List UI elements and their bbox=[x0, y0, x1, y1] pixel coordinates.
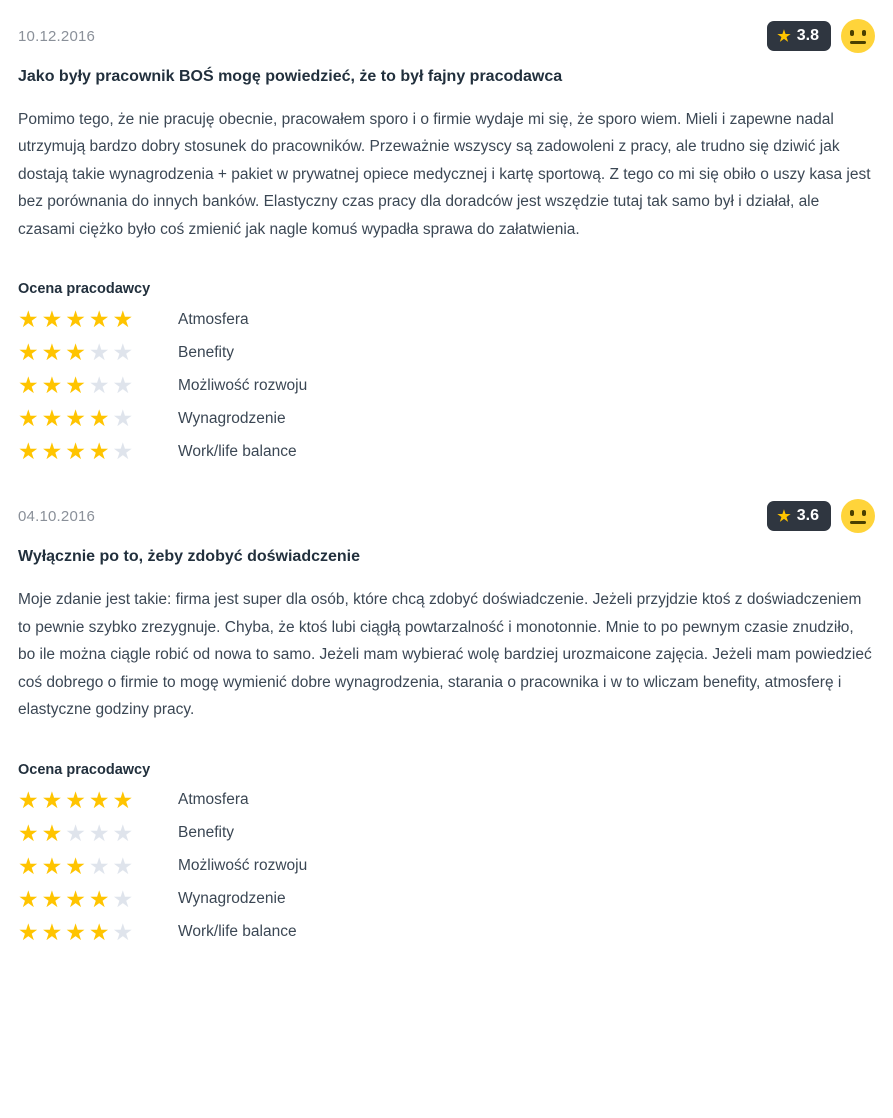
review-body: Pomimo tego, że nie pracuję obecnie, pracowałem sporo i o firmie wydaje mi się, że sporo wiem. Mieli i zapewne nadal utrzymują bardzo dobry stosunek do pracowników. Przeważnie wszyscy są zadowoleni z pracy, ale trudno się dziwić jak dostają takie wynagrodzenia + pakiet w prywatnej opiece medycznej i kartę sportową. Z tego co mi się obiło o uszy kasa jest bez porównania do innych banków. Elastyczny czas pracy dla doradców jest wszędzie tutaj tak samo był i działał, ale czasami ciężko było coś zmienić jak nagle komuś wypadła sprawa do załatwienia. bbox=[18, 110, 871, 238]
rating-label: Work/life balance bbox=[178, 442, 297, 460]
rating-row bbox=[18, 916, 875, 949]
rating-row bbox=[18, 303, 875, 336]
star-rating: ★★★★★ bbox=[18, 339, 137, 366]
review-header-right bbox=[767, 19, 875, 53]
neutral-face-icon bbox=[841, 499, 875, 533]
rating-label: Wynagrodzenie bbox=[178, 409, 286, 427]
ratings-heading: Ocena pracodawcy bbox=[18, 761, 151, 778]
ratings-heading: Ocena pracodawcy bbox=[18, 281, 151, 298]
review-header-right bbox=[767, 499, 875, 533]
star-rating: ★★★★★ bbox=[18, 405, 137, 432]
review-date: 10.12.2016 bbox=[18, 27, 96, 45]
star-icon: ★ bbox=[777, 27, 791, 45]
star-rating: ★★★★★ bbox=[18, 372, 137, 399]
review-date: 04.10.2016 bbox=[18, 507, 96, 525]
rating-row bbox=[18, 883, 875, 916]
star-rating: ★★★★★ bbox=[18, 885, 137, 912]
rating-row bbox=[18, 850, 875, 883]
rating-label: Wynagrodzenie bbox=[178, 890, 286, 908]
overall-rating-value: 3.6 bbox=[796, 507, 819, 525]
rating-row bbox=[18, 369, 875, 402]
rating-label: Możliwość rozwoju bbox=[178, 857, 308, 875]
rating-row bbox=[18, 435, 875, 468]
rating-label: Benefity bbox=[178, 824, 235, 842]
star-rating: ★★★★★ bbox=[18, 786, 137, 813]
star-rating: ★★★★★ bbox=[18, 306, 137, 333]
star-rating: ★★★★★ bbox=[18, 852, 137, 879]
rating-label: Work/life balance bbox=[178, 923, 297, 941]
star-rating: ★★★★★ bbox=[18, 819, 137, 846]
rating-label: Benefity bbox=[178, 343, 235, 361]
star-rating: ★★★★★ bbox=[18, 918, 137, 945]
rating-row bbox=[18, 402, 875, 435]
neutral-face-icon bbox=[841, 19, 875, 53]
overall-rating-badge bbox=[767, 21, 831, 51]
review-item bbox=[18, 498, 875, 948]
star-icon: ★ bbox=[777, 507, 791, 525]
rating-label: Atmosfera bbox=[178, 791, 249, 809]
review-item bbox=[18, 18, 875, 468]
rating-row bbox=[18, 336, 875, 369]
rating-row bbox=[18, 817, 875, 850]
rating-label: Atmosfera bbox=[178, 310, 249, 328]
rating-row bbox=[18, 784, 875, 817]
rating-label: Możliwość rozwoju bbox=[178, 376, 308, 394]
overall-rating-badge bbox=[767, 501, 831, 531]
review-header bbox=[18, 498, 875, 534]
star-rating: ★★★★★ bbox=[18, 438, 137, 465]
review-separator bbox=[18, 468, 875, 498]
review-title: Jako były pracownik BOŚ mogę powiedzieć, że to był fajny pracodawca bbox=[18, 68, 563, 85]
overall-rating-value: 3.8 bbox=[796, 27, 819, 44]
review-header bbox=[18, 18, 875, 54]
review-title: Wyłącznie po to, żeby zdobyć doświadczenie bbox=[18, 548, 360, 566]
review-body: Moje zdanie jest takie: firma jest super dla osób, które chcą zdobyć doświadczenie. Jeżeli przyjdzie ktoś z doświadczeniem to pewnie szybko zrezygnuje. Chyba, że ktoś lubi ciągłą powtarzalność i monotonnie. Mnie to po pewnym czasie znudziło, bo ile można ciągle robić od nowa to samo. Jeżeli mam wybierać wolę bardziej urozmaicone zajęcia. Jeżeli mam powiedzieć coś dobrego o firmie to mogę wymienić dobre wynagrodzenia, starania o pracownika i w to wliczam benefity, atmosferę i elastyczne godziny pracy. bbox=[18, 591, 872, 719]
